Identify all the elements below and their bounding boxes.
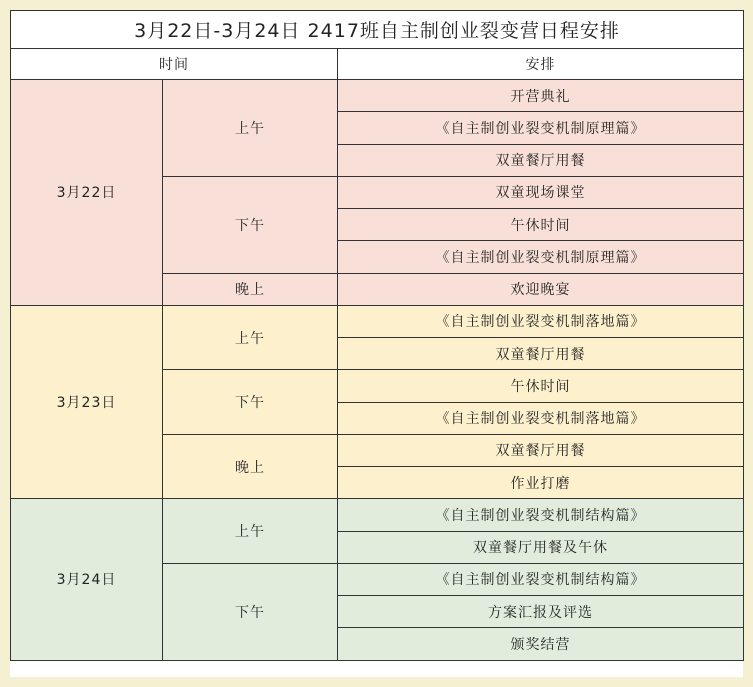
schedule-item: 双童餐厅用餐及午休 [338,531,744,563]
header-row [11,49,744,80]
schedule-item: 《自主制创业裂变机制原理篇》 [338,112,744,144]
period-label: 上午 [163,305,338,370]
schedule-item: 双童餐厅用餐 [338,338,744,370]
period-label: 上午 [163,80,338,177]
day-date: 3月23日 [11,305,163,499]
period-label: 下午 [163,176,338,273]
schedule-item: 《自主制创业裂变机制原理篇》 [338,241,744,273]
title-row [11,11,744,49]
table-row [11,80,744,112]
schedule-title: 3月22日-3月24日 2417班自主制创业裂变营日程安排 [11,11,744,49]
schedule-table [10,10,744,661]
header-time: 时间 [11,49,338,80]
schedule-item: 《自主制创业裂变机制结构篇》 [338,563,744,595]
schedule-item: 双童现场课堂 [338,176,744,208]
schedule-frame [10,10,743,677]
period-label: 晚上 [163,273,338,305]
period-label: 上午 [163,499,338,564]
table-row [11,499,744,531]
table-row [11,305,744,337]
schedule-item: 《自主制创业裂变机制落地篇》 [338,402,744,434]
schedule-item: 欢迎晚宴 [338,273,744,305]
schedule-item: 作业打磨 [338,467,744,499]
schedule-item: 午休时间 [338,370,744,402]
schedule-item: 颁奖结营 [338,628,744,660]
schedule-item: 方案汇报及评选 [338,596,744,628]
schedule-item: 午休时间 [338,209,744,241]
schedule-item: 双童餐厅用餐 [338,434,744,466]
period-label: 晚上 [163,434,338,499]
header-schedule: 安排 [338,49,744,80]
schedule-item: 《自主制创业裂变机制结构篇》 [338,499,744,531]
schedule-item: 开营典礼 [338,80,744,112]
day-date: 3月24日 [11,499,163,660]
schedule-item: 双童餐厅用餐 [338,144,744,176]
schedule-item: 《自主制创业裂变机制落地篇》 [338,305,744,337]
period-label: 下午 [163,563,338,660]
day-date: 3月22日 [11,80,163,306]
period-label: 下午 [163,370,338,435]
